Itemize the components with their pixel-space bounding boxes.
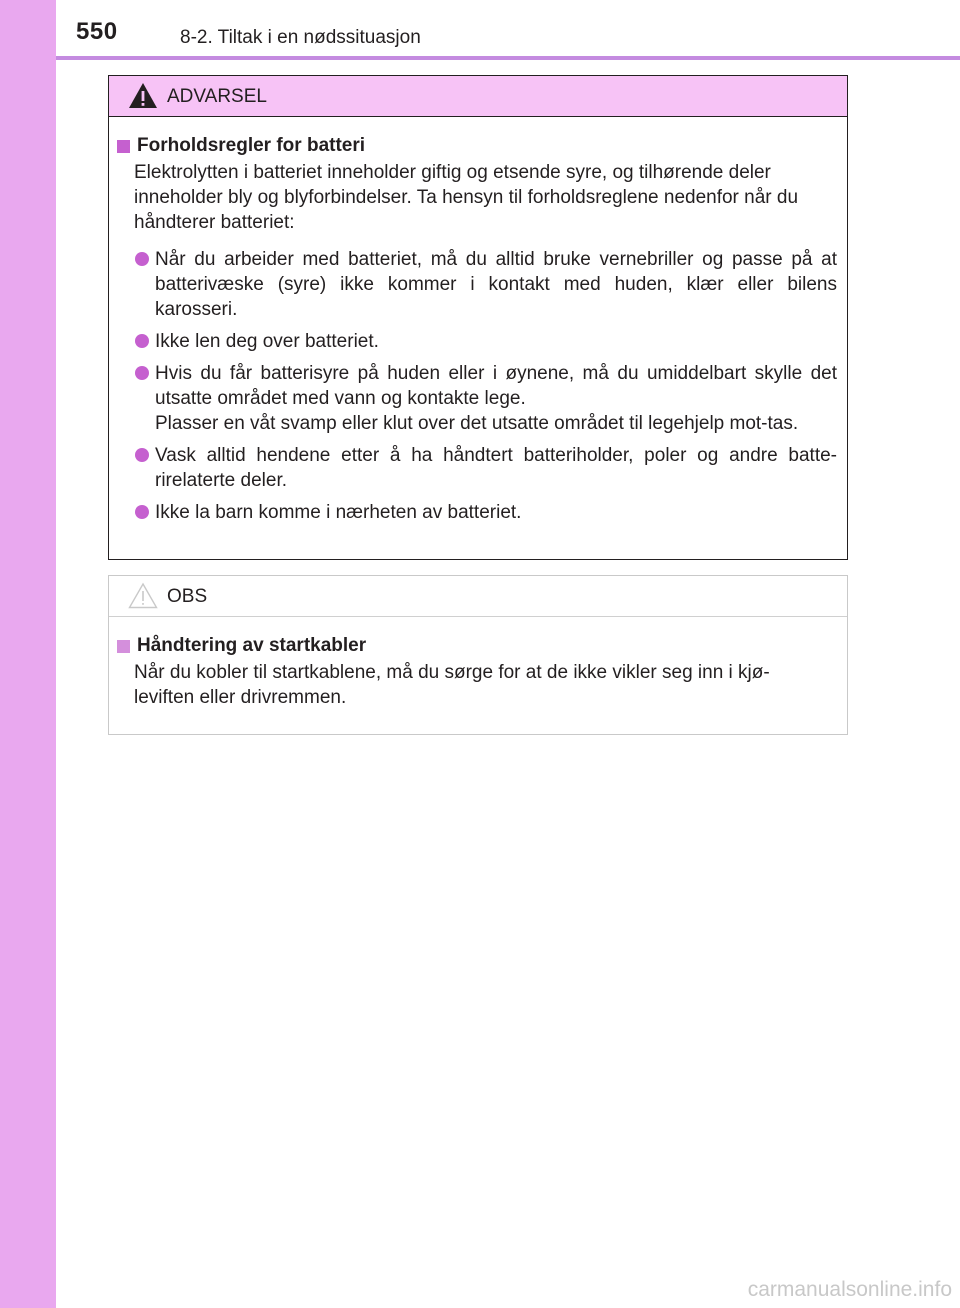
bullet-text-part: Hvis du får batterisyre på huden eller i øynene, må du umiddelbart skylle det utsatte området med vann og kontakte lege.: [155, 363, 837, 409]
header-rule: [56, 56, 960, 60]
notice-label: OBS: [167, 586, 208, 607]
circle-bullet-icon: [135, 252, 149, 266]
list-item: [117, 329, 837, 354]
bullet-text: [155, 361, 837, 436]
warning-label: ADVARSEL: [167, 86, 267, 107]
warning-triangle-filled-icon: [128, 82, 158, 109]
warning-heading: [117, 134, 837, 158]
bullet-text: Ikke len deg over batteriet.: [155, 331, 379, 352]
bullet-text-part: Plasser en våt svamp eller klut over det utsatte området til legehjelp mot-tas.: [155, 413, 799, 434]
section-title: 8-2. Tiltak i en nødssituasjon: [180, 27, 421, 48]
bullet-text: Når du arbeider med batteriet, må du alltid bruke vernebriller og passe på at batterivæske (syre) ikke kommer i kontakt med huden, klær eller bilens karosseri.: [155, 249, 837, 320]
notice-text: Når du kobler til startkablene, må du sørge for at de ikke vikler seg inn i kjø-leviften eller drivremmen.: [134, 662, 770, 708]
bullet-text: Ikke la barn komme i nærheten av batteriet.: [155, 502, 522, 523]
warning-heading-text: Forholdsregler for batteri: [137, 135, 366, 156]
side-color-strip: [0, 0, 56, 1308]
page-number: 550: [76, 18, 118, 45]
circle-bullet-icon: [135, 334, 149, 348]
square-bullet-icon: [117, 640, 130, 653]
warning-box-body: [109, 117, 847, 525]
circle-bullet-icon: [135, 366, 149, 380]
notice-box-header: [109, 576, 847, 617]
square-bullet-icon: [117, 140, 130, 153]
warning-bullet-list: [117, 247, 837, 525]
watermark: carmanualsonline.info: [747, 1278, 952, 1301]
notice-heading-text: Håndtering av startkabler: [137, 635, 367, 656]
list-item: [117, 247, 837, 322]
warning-intro: Elektrolytten i batteriet inneholder giftig og etsende syre, og tilhørende deler inneholder bly og blyforbindelser. Ta hensyn til forholdsreglene nedenfor når du håndterer batteriet:: [134, 162, 799, 233]
warning-box: [108, 75, 848, 560]
circle-bullet-icon: [135, 505, 149, 519]
notice-box-body: [109, 617, 847, 710]
warning-triangle-outline-icon: [128, 582, 158, 609]
warning-box-header: [109, 76, 847, 117]
notice-box: [108, 575, 848, 735]
circle-bullet-icon: [135, 448, 149, 462]
list-item: [117, 361, 837, 436]
list-item: [117, 500, 837, 525]
bullet-text: Vask alltid hendene etter å ha håndtert batteriholder, poler og andre batte-rirelaterte deler.: [155, 445, 837, 491]
list-item: [117, 443, 837, 493]
notice-heading: [117, 634, 837, 658]
